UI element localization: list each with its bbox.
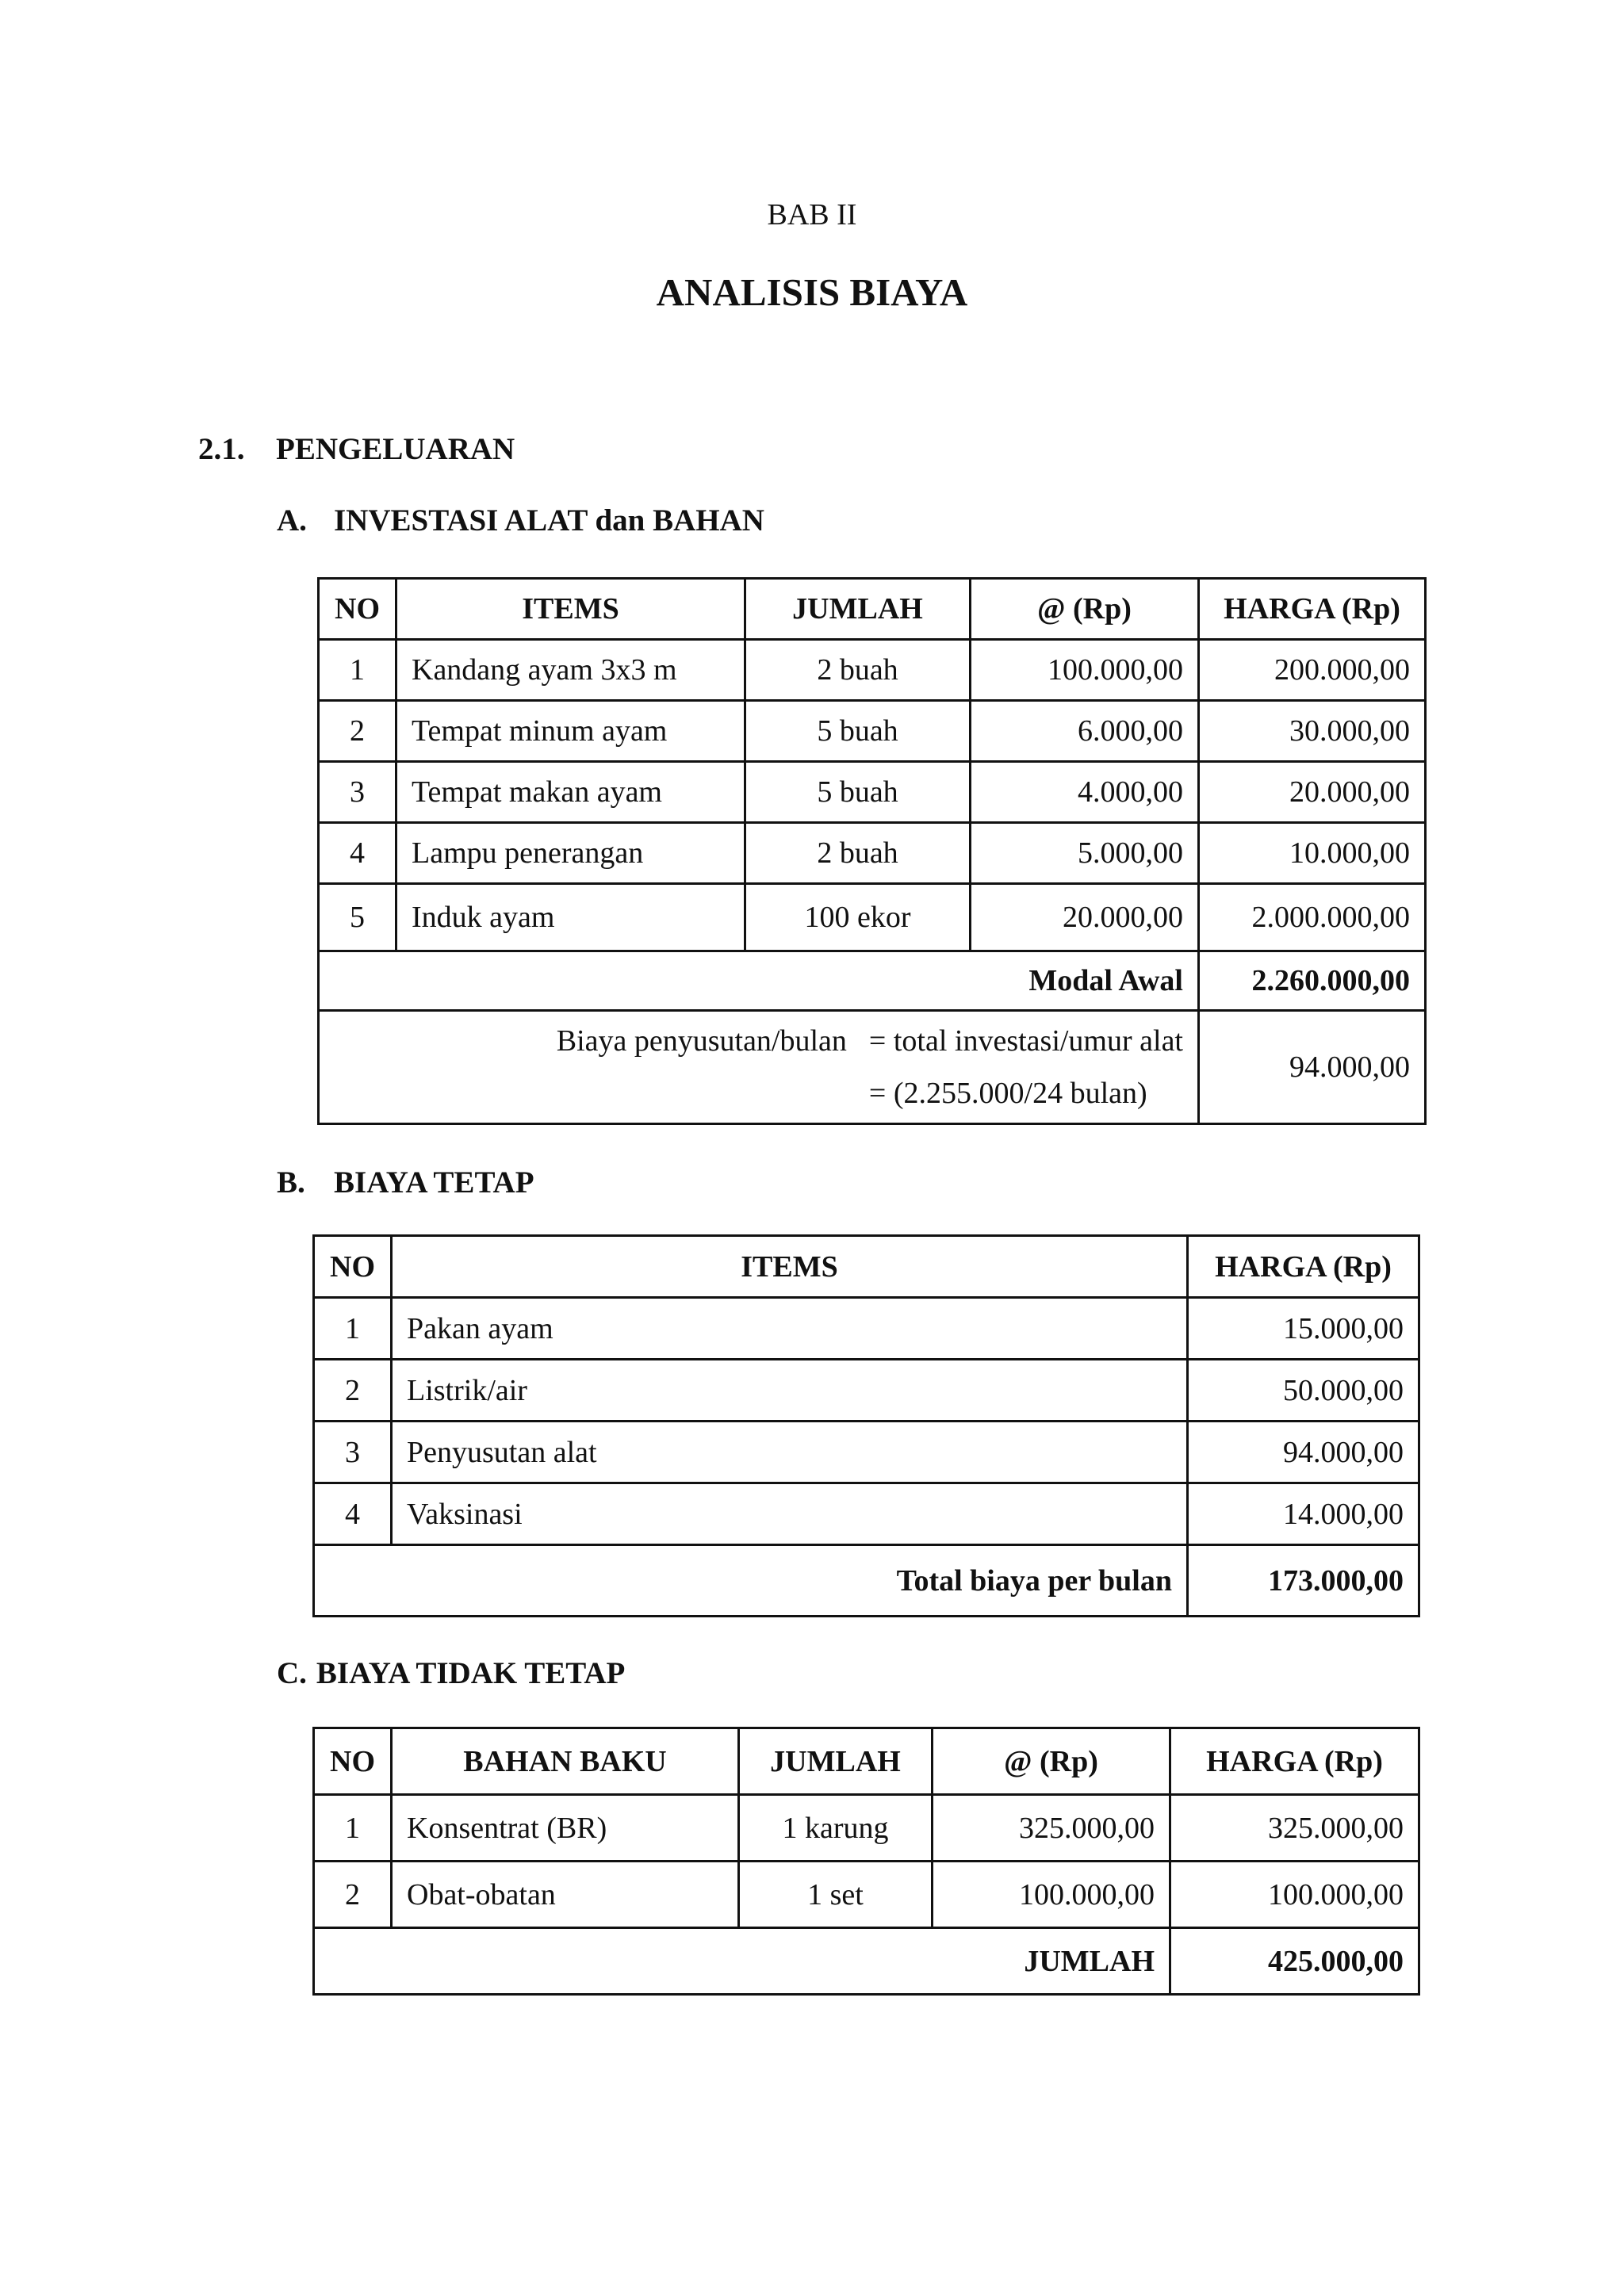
row-number: 5: [319, 884, 396, 951]
row-number: 4: [314, 1483, 392, 1545]
column-header: NO: [314, 1728, 392, 1795]
variable-cost-heading: [277, 1654, 625, 1693]
investment-heading: [277, 501, 764, 541]
column-header: ITEMS: [396, 579, 745, 640]
column-header: @ (Rp): [971, 579, 1199, 640]
section-number: 2.1.: [198, 432, 245, 466]
column-header: HARGA (Rp): [1199, 579, 1426, 640]
total-price: 10.000,00: [1199, 823, 1426, 884]
column-header: HARGA (Rp): [1170, 1728, 1419, 1795]
item-quantity: 2 buah: [745, 640, 971, 701]
item-quantity: 5 buah: [745, 701, 971, 762]
column-header: BAHAN BAKU: [392, 1728, 739, 1795]
page-title: ANALISIS BIAYA: [656, 270, 968, 314]
row-number: 1: [314, 1795, 392, 1862]
table-row: [319, 701, 1426, 762]
unit-price: 100.000,00: [933, 1862, 1170, 1928]
item-name: Tempat makan ayam: [396, 762, 745, 823]
table-row: [319, 884, 1426, 951]
item-quantity: 1 karung: [739, 1795, 933, 1862]
item-name: Penyusutan alat: [392, 1422, 1188, 1483]
fixed-cost-title: BIAYA TETAP: [334, 1165, 534, 1200]
section-title: PENGELUARAN: [276, 432, 515, 466]
depreciation-formula-line: = (2.255.000/24 bulan): [868, 1077, 1147, 1110]
section-heading: [198, 430, 515, 469]
row-number: 2: [314, 1862, 392, 1928]
table-row: [319, 823, 1426, 884]
table-row: [314, 1483, 1419, 1545]
total-price: 2.000.000,00: [1199, 884, 1426, 951]
unit-price: 20.000,00: [971, 884, 1199, 951]
total-label: Total biaya per bulan: [314, 1545, 1188, 1617]
fixed-cost-heading: [277, 1163, 534, 1203]
item-name: Listrik/air: [392, 1360, 1188, 1422]
total-price: 325.000,00: [1170, 1795, 1419, 1862]
item-name: Tempat minum ayam: [396, 701, 745, 762]
column-header: JUMLAH: [745, 579, 971, 640]
table-total-row: [314, 1928, 1419, 1995]
table-row: [319, 640, 1426, 701]
unit-price: 5.000,00: [971, 823, 1199, 884]
table-total-row: [314, 1545, 1419, 1617]
table-row: [314, 1298, 1419, 1360]
item-name: Pakan ayam: [392, 1298, 1188, 1360]
table-row: [319, 762, 1426, 823]
item-quantity: 100 ekor: [745, 884, 971, 951]
depreciation-formula-line: = total investasi/umur alat: [868, 1024, 1183, 1058]
unit-price: 100.000,00: [971, 640, 1199, 701]
table-total-row: [319, 951, 1426, 1011]
item-quantity: 5 buah: [745, 762, 971, 823]
table-row: [314, 1862, 1419, 1928]
row-number: 4: [319, 823, 396, 884]
column-header: NO: [319, 579, 396, 640]
item-name: Kandang ayam 3x3 m: [396, 640, 745, 701]
total-price: 30.000,00: [1199, 701, 1426, 762]
variable-cost-letter: C.: [277, 1656, 307, 1690]
investment-table: [317, 577, 1427, 1125]
total-value: 425.000,00: [1170, 1928, 1419, 1995]
fixed-cost-letter: B.: [277, 1165, 305, 1200]
depreciation-cell: [319, 1011, 1199, 1124]
table-row: [314, 1795, 1419, 1862]
total-label: Modal Awal: [319, 951, 1199, 1011]
column-header: NO: [314, 1236, 392, 1298]
variable-cost-table: [312, 1727, 1420, 1996]
table-row: [314, 1422, 1419, 1483]
total-price: 15.000,00: [1188, 1298, 1419, 1360]
row-number: 3: [314, 1422, 392, 1483]
column-header: JUMLAH: [739, 1728, 933, 1795]
table-header-row: [314, 1728, 1419, 1795]
row-number: 1: [314, 1298, 392, 1360]
unit-price: 6.000,00: [971, 701, 1199, 762]
investment-letter: A.: [277, 503, 307, 538]
total-price: 100.000,00: [1170, 1862, 1419, 1928]
chapter-label: BAB II: [767, 198, 857, 232]
row-number: 2: [314, 1360, 392, 1422]
fixed-cost-table: [312, 1234, 1420, 1617]
depreciation-row: [319, 1011, 1426, 1124]
table-header-row: [314, 1236, 1419, 1298]
total-price: 94.000,00: [1188, 1422, 1419, 1483]
total-value: 2.260.000,00: [1199, 951, 1426, 1011]
item-name: Konsentrat (BR): [392, 1795, 739, 1862]
row-number: 2: [319, 701, 396, 762]
unit-price: 4.000,00: [971, 762, 1199, 823]
column-header: HARGA (Rp): [1188, 1236, 1419, 1298]
depreciation-value: 94.000,00: [1199, 1011, 1426, 1124]
investment-title: INVESTASI ALAT dan BAHAN: [334, 503, 764, 538]
total-price: 200.000,00: [1199, 640, 1426, 701]
table-header-row: [319, 579, 1426, 640]
item-quantity: 1 set: [739, 1862, 933, 1928]
column-header: ITEMS: [392, 1236, 1188, 1298]
variable-cost-title: BIAYA TIDAK TETAP: [316, 1656, 626, 1690]
table-row: [314, 1360, 1419, 1422]
item-name: Lampu penerangan: [396, 823, 745, 884]
depreciation-label: Biaya penyusutan/bulan: [556, 1024, 847, 1058]
row-number: 3: [319, 762, 396, 823]
total-label: JUMLAH: [314, 1928, 1170, 1995]
unit-price: 325.000,00: [933, 1795, 1170, 1862]
total-price: 50.000,00: [1188, 1360, 1419, 1422]
column-header: @ (Rp): [933, 1728, 1170, 1795]
item-quantity: 2 buah: [745, 823, 971, 884]
total-price: 20.000,00: [1199, 762, 1426, 823]
row-number: 1: [319, 640, 396, 701]
item-name: Induk ayam: [396, 884, 745, 951]
total-price: 14.000,00: [1188, 1483, 1419, 1545]
item-name: Obat-obatan: [392, 1862, 739, 1928]
item-name: Vaksinasi: [392, 1483, 1188, 1545]
total-value: 173.000,00: [1188, 1545, 1419, 1617]
depreciation-formula: [869, 1015, 1183, 1119]
